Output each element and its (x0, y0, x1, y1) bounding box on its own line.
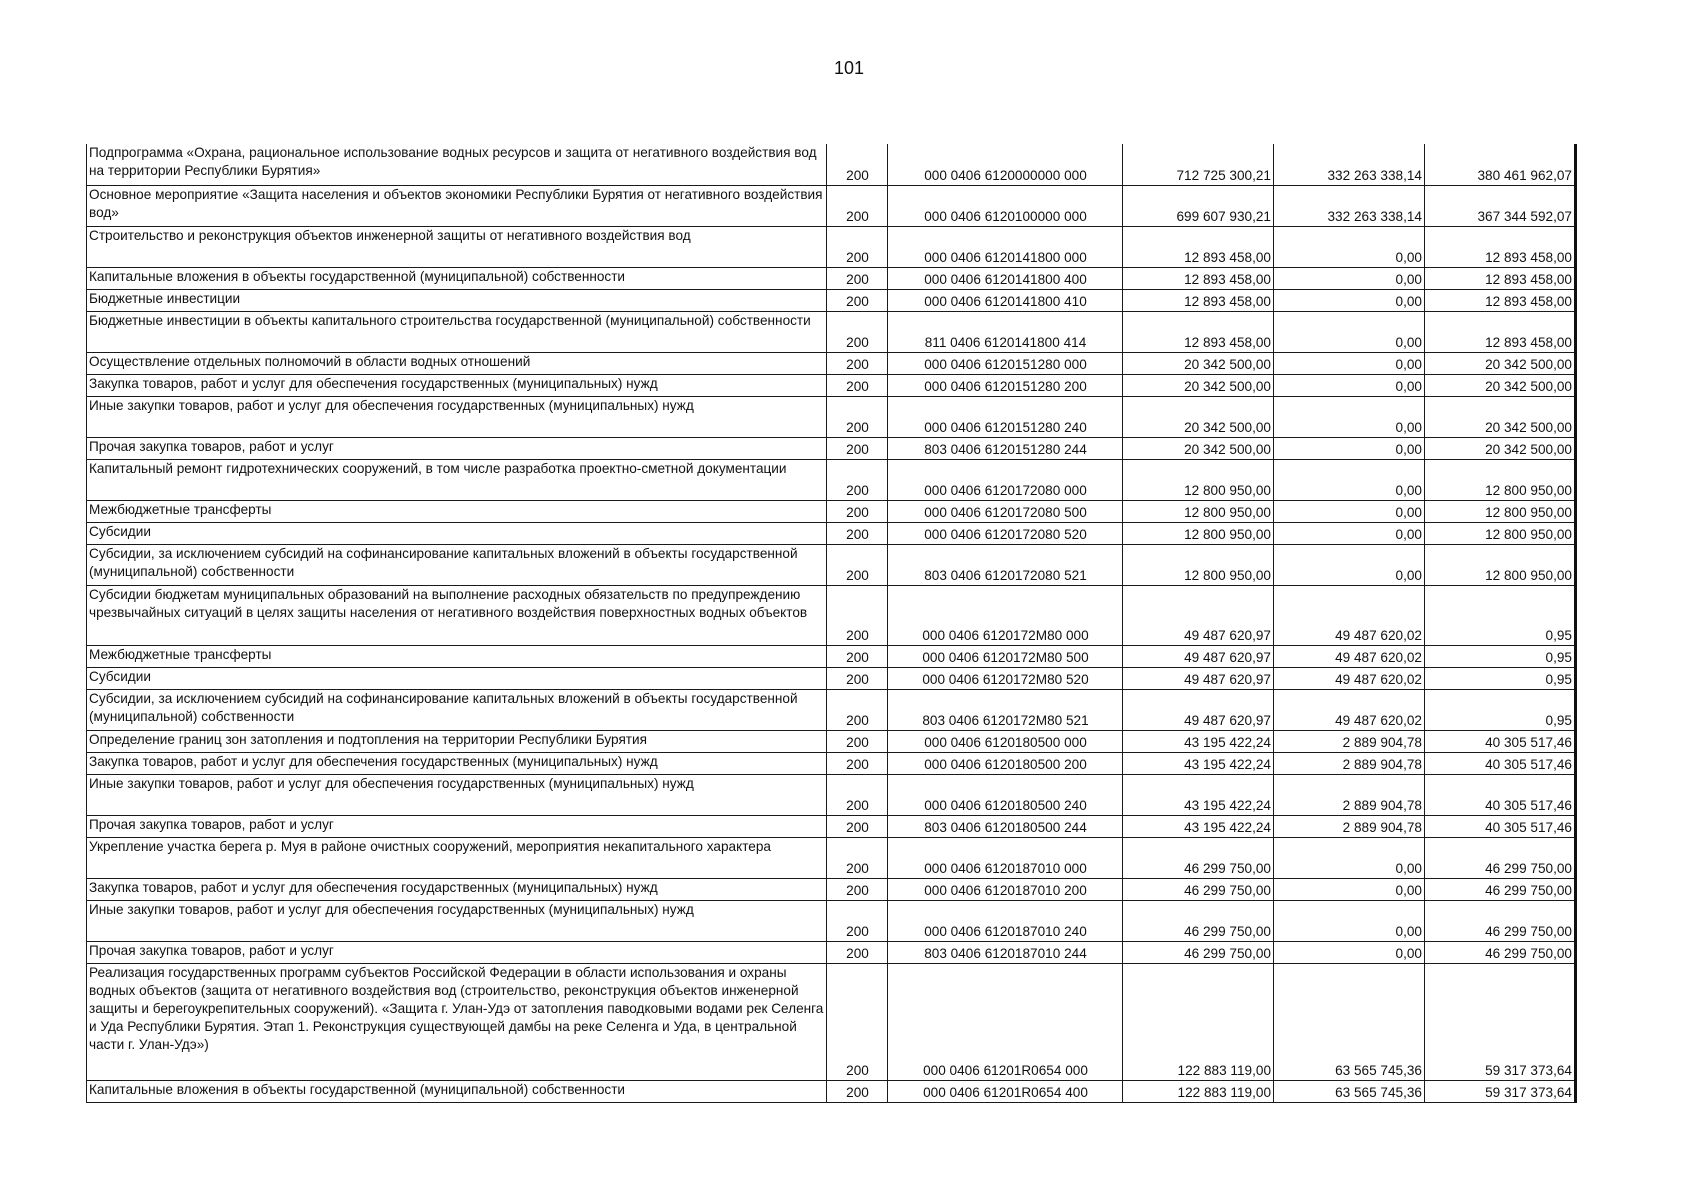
row-value1-cell: 63 565 745,36 (1274, 963, 1425, 1080)
row-value2-cell: 46 299 750,00 (1425, 900, 1576, 941)
table-row (87, 752, 1576, 774)
row-total-cell: 12 893 458,00 (1123, 311, 1274, 352)
row-total-cell: 46 299 750,00 (1123, 837, 1274, 878)
row-name-cell: Осуществление отдельных полномочий в области водных отношений (87, 352, 827, 374)
row-name-cell: Субсидии, за исключением субсидий на софинансирование капитальных вложений в объекты государственной (муниципальной) собственности (87, 689, 827, 730)
row-value1-cell: 49 487 620,02 (1274, 667, 1425, 689)
row-value1-cell: 0,00 (1274, 374, 1425, 396)
row-code-cell: 200 (827, 500, 888, 522)
row-value2-cell: 12 893 458,00 (1425, 289, 1576, 311)
row-code-cell: 200 (827, 374, 888, 396)
row-value1-cell: 332 263 338,14 (1274, 185, 1425, 226)
row-value2-cell: 40 305 517,46 (1425, 752, 1576, 774)
table-row (87, 144, 1576, 185)
row-kbk-cell: 000 0406 6120172080 500 (888, 500, 1123, 522)
row-kbk-cell: 000 0406 6120151280 240 (888, 396, 1123, 437)
table-row (87, 585, 1576, 645)
table-row (87, 774, 1576, 815)
row-value1-cell: 0,00 (1274, 311, 1425, 352)
row-code-cell: 200 (827, 267, 888, 289)
row-value1-cell: 63 565 745,36 (1274, 1080, 1425, 1102)
row-name-cell: Бюджетные инвестиции (87, 289, 827, 311)
row-kbk-cell: 000 0406 6120172М80 000 (888, 585, 1123, 645)
row-total-cell: 43 195 422,24 (1123, 774, 1274, 815)
row-value1-cell: 332 263 338,14 (1274, 144, 1425, 185)
row-total-cell: 12 893 458,00 (1123, 226, 1274, 267)
row-kbk-cell: 803 0406 6120180500 244 (888, 815, 1123, 837)
table-row (87, 311, 1576, 352)
row-code-cell: 200 (827, 544, 888, 585)
row-name-cell: Закупка товаров, работ и услуг для обеспечения государственных (муниципальных) нужд (87, 878, 827, 900)
row-value2-cell: 12 800 950,00 (1425, 544, 1576, 585)
row-name-cell: Капитальный ремонт гидротехнических сооружений, в том числе разработка проектно-сметной документации (87, 459, 827, 500)
row-value1-cell: 0,00 (1274, 900, 1425, 941)
row-kbk-cell: 000 0406 6120100000 000 (888, 185, 1123, 226)
row-value2-cell: 0,95 (1425, 645, 1576, 667)
row-code-cell: 200 (827, 585, 888, 645)
row-value2-cell: 46 299 750,00 (1425, 878, 1576, 900)
row-total-cell: 46 299 750,00 (1123, 900, 1274, 941)
row-total-cell: 49 487 620,97 (1123, 689, 1274, 730)
row-total-cell: 43 195 422,24 (1123, 752, 1274, 774)
row-name-cell: Прочая закупка товаров, работ и услуг (87, 941, 827, 963)
row-total-cell: 20 342 500,00 (1123, 437, 1274, 459)
row-kbk-cell: 000 0406 6120180500 240 (888, 774, 1123, 815)
row-value2-cell: 20 342 500,00 (1425, 437, 1576, 459)
row-value1-cell: 0,00 (1274, 437, 1425, 459)
table-row (87, 900, 1576, 941)
row-kbk-cell: 000 0406 6120172М80 500 (888, 645, 1123, 667)
row-code-cell: 200 (827, 522, 888, 544)
row-value2-cell: 12 893 458,00 (1425, 226, 1576, 267)
row-value1-cell: 0,00 (1274, 522, 1425, 544)
row-value2-cell: 40 305 517,46 (1425, 730, 1576, 752)
row-name-cell: Основное мероприятие «Защита населения и объектов экономики Республики Бурятия от негативного воздействия вод» (87, 185, 827, 226)
row-total-cell: 20 342 500,00 (1123, 352, 1274, 374)
row-total-cell: 43 195 422,24 (1123, 730, 1274, 752)
row-code-cell: 200 (827, 396, 888, 437)
row-value2-cell: 20 342 500,00 (1425, 374, 1576, 396)
row-name-cell: Прочая закупка товаров, работ и услуг (87, 437, 827, 459)
row-value1-cell: 0,00 (1274, 500, 1425, 522)
row-total-cell: 12 893 458,00 (1123, 289, 1274, 311)
row-value1-cell: 0,00 (1274, 289, 1425, 311)
row-code-cell: 200 (827, 645, 888, 667)
row-value2-cell: 12 800 950,00 (1425, 500, 1576, 522)
row-code-cell: 200 (827, 226, 888, 267)
row-value1-cell: 0,00 (1274, 352, 1425, 374)
row-name-cell: Закупка товаров, работ и услуг для обеспечения государственных (муниципальных) нужд (87, 752, 827, 774)
row-kbk-cell: 000 0406 6120172080 000 (888, 459, 1123, 500)
table-row (87, 689, 1576, 730)
row-code-cell: 200 (827, 730, 888, 752)
row-value1-cell: 2 889 904,78 (1274, 752, 1425, 774)
row-kbk-cell: 000 0406 6120172080 520 (888, 522, 1123, 544)
row-value1-cell: 0,00 (1274, 267, 1425, 289)
row-value2-cell: 0,95 (1425, 667, 1576, 689)
row-name-cell: Иные закупки товаров, работ и услуг для обеспечения государственных (муниципальных) нужд (87, 774, 827, 815)
table-row (87, 226, 1576, 267)
table-row (87, 667, 1576, 689)
table-row (87, 374, 1576, 396)
row-name-cell: Субсидии (87, 667, 827, 689)
row-name-cell: Прочая закупка товаров, работ и услуг (87, 815, 827, 837)
row-total-cell: 699 607 930,21 (1123, 185, 1274, 226)
table-row (87, 500, 1576, 522)
row-name-cell: Реализация государственных программ субъектов Российской Федерации в области использования и охраны водных объектов (защита от негативного воздействия вод (строительство, реконструкция объектов инженерной защиты и берегоукрепительных сооружений). «Защита г. Улан-Удэ от затопления паводковыми водами рек Селенга и Уда Республики Бурятия. Этап 1. Реконструкция существующей дамбы на реке Селенга и Уда, в центральной части г. Улан-Удэ») (87, 963, 827, 1080)
row-kbk-cell: 000 0406 6120151280 200 (888, 374, 1123, 396)
page-number: 101 (833, 58, 865, 78)
row-kbk-cell: 000 0406 61201R0654 000 (888, 963, 1123, 1080)
row-name-cell: Капитальные вложения в объекты государственной (муниципальной) собственности (87, 1080, 827, 1102)
row-name-cell: Закупка товаров, работ и услуг для обеспечения государственных (муниципальных) нужд (87, 374, 827, 396)
row-name-cell: Субсидии бюджетам муниципальных образований на выполнение расходных обязательств по предупреждению чрезвычайных ситуаций в целях защиты населения от негативного воздействия поверхностных водных объектов (87, 585, 827, 645)
row-total-cell: 20 342 500,00 (1123, 396, 1274, 437)
table-row (87, 459, 1576, 500)
row-total-cell: 43 195 422,24 (1123, 815, 1274, 837)
row-total-cell: 12 800 950,00 (1123, 522, 1274, 544)
row-total-cell: 49 487 620,97 (1123, 645, 1274, 667)
row-code-cell: 200 (827, 878, 888, 900)
row-name-cell: Межбюджетные трансферты (87, 500, 827, 522)
table-row (87, 352, 1576, 374)
row-name-cell: Бюджетные инвестиции в объекты капитального строительства государственной (муниципальной) собственности (87, 311, 827, 352)
row-value2-cell: 59 317 373,64 (1425, 1080, 1576, 1102)
row-value2-cell: 20 342 500,00 (1425, 396, 1576, 437)
row-total-cell: 49 487 620,97 (1123, 667, 1274, 689)
row-code-cell: 200 (827, 459, 888, 500)
row-kbk-cell: 000 0406 6120180500 000 (888, 730, 1123, 752)
row-value1-cell: 0,00 (1274, 226, 1425, 267)
row-name-cell: Укрепление участка берега р. Муя в районе очистных сооружений, мероприятия некапитального характера (87, 837, 827, 878)
row-name-cell: Субсидии, за исключением субсидий на софинансирование капитальных вложений в объекты государственной (муниципальной) собственности (87, 544, 827, 585)
row-value1-cell: 0,00 (1274, 941, 1425, 963)
row-kbk-cell: 000 0406 61201R0654 400 (888, 1080, 1123, 1102)
row-name-cell: Подпрограмма «Охрана, рациональное использование водных ресурсов и защита от негативного воздействия вод на территории Республики Бурятия» (87, 144, 827, 185)
row-value2-cell: 12 800 950,00 (1425, 459, 1576, 500)
row-kbk-cell: 811 0406 6120141800 414 (888, 311, 1123, 352)
row-total-cell: 122 883 119,00 (1123, 1080, 1274, 1102)
row-kbk-cell: 000 0406 6120172М80 520 (888, 667, 1123, 689)
table-row (87, 815, 1576, 837)
row-value2-cell: 380 461 962,07 (1425, 144, 1576, 185)
row-kbk-cell: 000 0406 6120141800 000 (888, 226, 1123, 267)
table-row (87, 437, 1576, 459)
row-code-cell: 200 (827, 689, 888, 730)
row-value2-cell: 0,95 (1425, 585, 1576, 645)
row-kbk-cell: 803 0406 6120172080 521 (888, 544, 1123, 585)
row-value2-cell: 46 299 750,00 (1425, 837, 1576, 878)
table-row (87, 1080, 1576, 1102)
row-kbk-cell: 000 0406 6120187010 240 (888, 900, 1123, 941)
row-value2-cell: 367 344 592,07 (1425, 185, 1576, 226)
row-name-cell: Субсидии (87, 522, 827, 544)
row-value2-cell: 20 342 500,00 (1425, 352, 1576, 374)
row-kbk-cell: 000 0406 6120141800 410 (888, 289, 1123, 311)
row-value1-cell: 49 487 620,02 (1274, 645, 1425, 667)
row-value1-cell: 49 487 620,02 (1274, 585, 1425, 645)
row-code-cell: 200 (827, 311, 888, 352)
row-kbk-cell: 000 0406 6120151280 000 (888, 352, 1123, 374)
row-name-cell: Межбюджетные трансферты (87, 645, 827, 667)
row-total-cell: 12 800 950,00 (1123, 459, 1274, 500)
table-row (87, 963, 1576, 1080)
row-value1-cell: 2 889 904,78 (1274, 774, 1425, 815)
row-value1-cell: 0,00 (1274, 396, 1425, 437)
row-value1-cell: 0,00 (1274, 459, 1425, 500)
row-value2-cell: 59 317 373,64 (1425, 963, 1576, 1080)
budget-table (86, 144, 1577, 1103)
row-value2-cell: 40 305 517,46 (1425, 815, 1576, 837)
row-code-cell: 200 (827, 185, 888, 226)
table-row (87, 544, 1576, 585)
table-row (87, 289, 1576, 311)
row-value2-cell: 46 299 750,00 (1425, 941, 1576, 963)
table-row (87, 730, 1576, 752)
row-code-cell: 200 (827, 752, 888, 774)
row-total-cell: 46 299 750,00 (1123, 941, 1274, 963)
table-row (87, 941, 1576, 963)
row-value1-cell: 49 487 620,02 (1274, 689, 1425, 730)
table-row (87, 645, 1576, 667)
row-code-cell: 200 (827, 352, 888, 374)
row-code-cell: 200 (827, 963, 888, 1080)
row-value1-cell: 2 889 904,78 (1274, 815, 1425, 837)
row-kbk-cell: 000 0406 6120141800 400 (888, 267, 1123, 289)
table-row (87, 837, 1576, 878)
table-row (87, 878, 1576, 900)
row-code-cell: 200 (827, 1080, 888, 1102)
table-row (87, 522, 1576, 544)
row-total-cell: 46 299 750,00 (1123, 878, 1274, 900)
table-row (87, 267, 1576, 289)
row-code-cell: 200 (827, 941, 888, 963)
row-total-cell: 12 893 458,00 (1123, 267, 1274, 289)
row-name-cell: Иные закупки товаров, работ и услуг для обеспечения государственных (муниципальных) нужд (87, 900, 827, 941)
row-total-cell: 20 342 500,00 (1123, 374, 1274, 396)
row-name-cell: Иные закупки товаров, работ и услуг для обеспечения государственных (муниципальных) нужд (87, 396, 827, 437)
row-code-cell: 200 (827, 774, 888, 815)
row-value2-cell: 12 893 458,00 (1425, 267, 1576, 289)
row-code-cell: 200 (827, 437, 888, 459)
row-total-cell: 12 800 950,00 (1123, 500, 1274, 522)
row-kbk-cell: 803 0406 6120151280 244 (888, 437, 1123, 459)
row-total-cell: 712 725 300,21 (1123, 144, 1274, 185)
row-code-cell: 200 (827, 900, 888, 941)
table-row (87, 185, 1576, 226)
row-value2-cell: 12 893 458,00 (1425, 311, 1576, 352)
row-name-cell: Определение границ зон затопления и подтопления на территории Республики Бурятия (87, 730, 827, 752)
row-kbk-cell: 000 0406 6120180500 200 (888, 752, 1123, 774)
row-value1-cell: 0,00 (1274, 544, 1425, 585)
row-value2-cell: 0,95 (1425, 689, 1576, 730)
row-code-cell: 200 (827, 667, 888, 689)
row-code-cell: 200 (827, 289, 888, 311)
row-total-cell: 49 487 620,97 (1123, 585, 1274, 645)
row-value2-cell: 40 305 517,46 (1425, 774, 1576, 815)
row-value1-cell: 2 889 904,78 (1274, 730, 1425, 752)
row-kbk-cell: 803 0406 6120172М80 521 (888, 689, 1123, 730)
row-total-cell: 122 883 119,00 (1123, 963, 1274, 1080)
row-value1-cell: 0,00 (1274, 837, 1425, 878)
row-value1-cell: 0,00 (1274, 878, 1425, 900)
row-code-cell: 200 (827, 815, 888, 837)
row-code-cell: 200 (827, 144, 888, 185)
table-row (87, 396, 1576, 437)
row-total-cell: 12 800 950,00 (1123, 544, 1274, 585)
row-code-cell: 200 (827, 837, 888, 878)
row-name-cell: Строительство и реконструкция объектов инженерной защиты от негативного воздействия вод (87, 226, 827, 267)
row-kbk-cell: 000 0406 6120187010 000 (888, 837, 1123, 878)
row-kbk-cell: 803 0406 6120187010 244 (888, 941, 1123, 963)
row-kbk-cell: 000 0406 6120187010 200 (888, 878, 1123, 900)
row-name-cell: Капитальные вложения в объекты государственной (муниципальной) собственности (87, 267, 827, 289)
row-value2-cell: 12 800 950,00 (1425, 522, 1576, 544)
row-kbk-cell: 000 0406 6120000000 000 (888, 144, 1123, 185)
